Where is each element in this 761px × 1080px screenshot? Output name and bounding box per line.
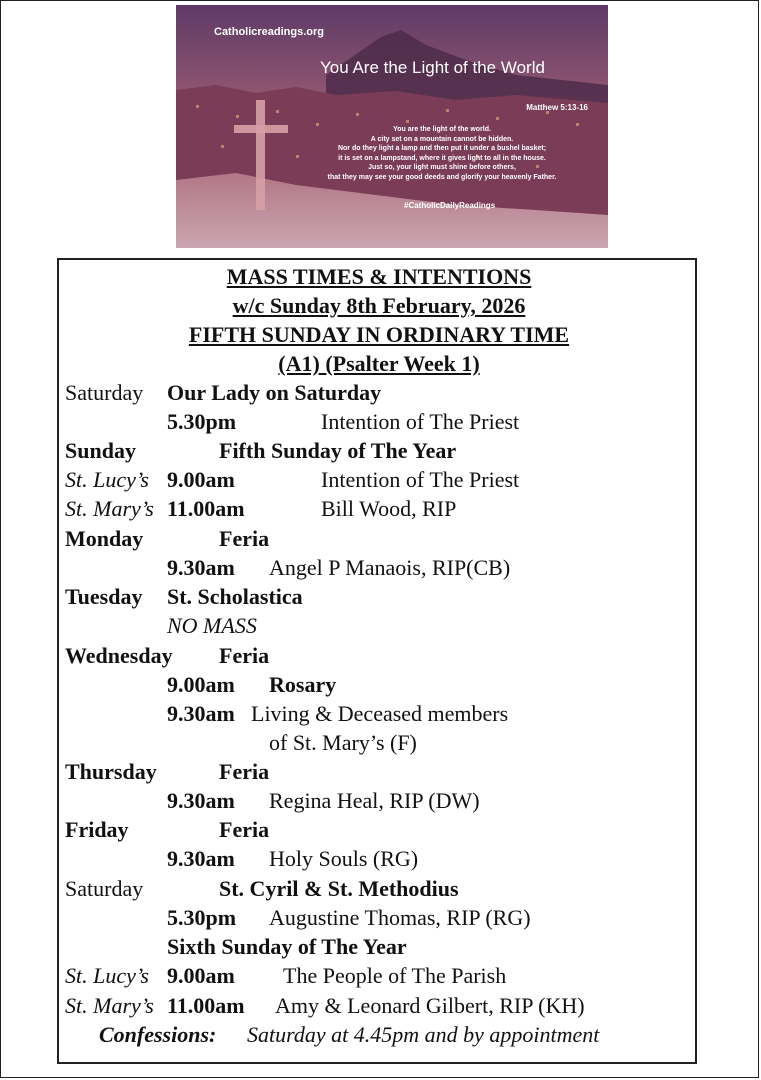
church-name: St. Lucy’s	[65, 963, 149, 988]
feast-title: Feria	[219, 526, 270, 551]
mass-time: 5.30pm	[167, 409, 237, 434]
mass-time: 11.00am	[167, 993, 245, 1018]
banner-reference: Matthew 5:13-16	[526, 103, 588, 112]
verse-line: Just so, your light must shine before others,	[368, 164, 516, 172]
mass-schedule-box	[57, 258, 697, 1064]
banner-site-name: Catholicreadings.org	[214, 26, 325, 38]
intention: Holy Souls (RG)	[269, 846, 419, 871]
schedule-title: MASS TIMES & INTENTIONS	[226, 264, 532, 289]
intention: The People of The Parish	[283, 963, 507, 988]
intention: Amy & Leonard Gilbert, RIP (KH)	[275, 993, 585, 1018]
feast-title: Fifth Sunday of The Year	[219, 438, 457, 463]
liturgical-sunday: FIFTH SUNDAY IN ORDINARY TIME	[188, 322, 570, 347]
feast-title: Feria	[219, 817, 270, 842]
service-item: Rosary	[269, 672, 337, 697]
no-mass-note: NO MASS	[167, 613, 257, 638]
feast-title: Sixth Sunday of The Year	[167, 934, 407, 959]
day-label: Friday	[65, 817, 129, 842]
mass-time: 9.30am	[167, 788, 235, 813]
psalter-week: (A1) (Psalter Week 1)	[278, 351, 480, 376]
mass-time: 9.00am	[167, 467, 235, 492]
intention-continued: of St. Mary’s (F)	[269, 730, 417, 755]
intention: Augustine Thomas, RIP (RG)	[269, 905, 531, 930]
mass-time: 9.00am	[167, 672, 235, 697]
feast-title: Feria	[219, 643, 270, 668]
mass-time: 11.00am	[167, 496, 245, 521]
verse-line: it is set on a lampstand, where it gives light to all in the house.	[338, 154, 546, 162]
banner-hashtag: #CatholicDailyReadings	[404, 201, 496, 210]
day-label: Tuesday	[65, 584, 143, 609]
mass-time: 9.00am	[167, 963, 235, 988]
verse-line: Nor do they light a lamp and then put it under a bushel basket;	[337, 145, 547, 153]
verse-line: A city set on a mountain cannot be hidden.	[370, 135, 514, 143]
church-name: St. Mary’s	[65, 496, 154, 521]
intention: Intention of The Priest	[321, 467, 520, 492]
verse-line: You are the light of the world.	[393, 126, 491, 133]
mass-time: 5.30pm	[167, 905, 237, 930]
day-label: Thursday	[65, 759, 157, 784]
confessions-text: Saturday at 4.45pm and by appointment	[247, 1022, 600, 1047]
day-label: Saturday	[65, 380, 144, 405]
feast-title: Our Lady on Saturday	[167, 380, 382, 405]
church-name: St. Mary’s	[65, 993, 154, 1018]
church-name: St. Lucy’s	[65, 467, 149, 492]
confessions-label: Confessions:	[99, 1022, 217, 1047]
intention: Intention of The Priest	[321, 409, 520, 434]
intention: Angel P Manaois, RIP(CB)	[269, 555, 511, 580]
intention: Regina Heal, RIP (DW)	[269, 788, 480, 813]
intention: Living & Deceased members	[251, 701, 509, 726]
day-label: Sunday	[65, 438, 136, 463]
day-label: Monday	[65, 526, 144, 551]
feast-title: St. Cyril & St. Methodius	[219, 876, 459, 901]
mass-time: 9.30am	[167, 846, 235, 871]
day-label: Saturday	[65, 876, 144, 901]
feast-title: St. Scholastica	[167, 584, 303, 609]
week-commencing: w/c Sunday 8th February, 2026	[232, 293, 526, 318]
feast-title: Feria	[219, 759, 270, 784]
verse-line: that they may see your good deeds and glorify your heavenly Father.	[327, 173, 557, 181]
intention: Bill Wood, RIP	[321, 496, 457, 521]
banner-image	[176, 5, 608, 248]
day-label: Wednesday	[65, 643, 173, 668]
mass-time: 9.30am	[167, 555, 235, 580]
banner-verse	[272, 125, 608, 183]
banner-headline: You Are the Light of the World	[320, 58, 545, 77]
mass-time: 9.30am	[167, 701, 235, 726]
